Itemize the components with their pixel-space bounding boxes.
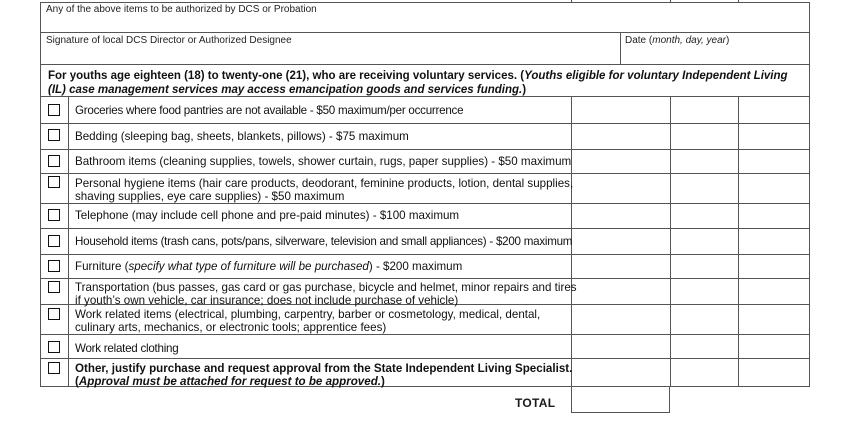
total-amount-field[interactable] [571, 386, 670, 413]
item-work-clothing: Work related clothing [75, 342, 179, 355]
checkbox-work-clothing[interactable] [48, 341, 60, 353]
checkbox-transportation[interactable] [48, 281, 60, 293]
item-groceries: Groceries where food pantries are not available - $50 maximum/per occurrence [75, 104, 464, 117]
checkbox-work-items[interactable] [48, 308, 60, 320]
item-bathroom: Bathroom items (cleaning supplies, towels, shower curtain, rugs, paper supplies) - $50 maximum [75, 155, 572, 168]
authorization-note: Any of the above items to be authorized by DCS or Probation [46, 4, 317, 15]
item-telephone: Telephone (may include cell phone and pre-paid minutes) - $100 maximum [75, 209, 460, 222]
item-bedding: Bedding (sleeping bag, sheets, blankets, pillows) - $75 maximum [75, 130, 409, 143]
checkbox-groceries[interactable] [48, 104, 60, 116]
item-other: Other, justify purchase and request approval from the State Independent Living Specialist. (Approval must be attached for request to be approved.) [75, 362, 573, 388]
section-header: For youths age eighteen (18) to twenty-one (21), who are receiving voluntary services. (Youths eligible for voluntary Independent Living (IL) case management services may access emancipation goods and services funding.) [48, 70, 788, 96]
item-household: Household items (trash cans, pots/pans, silverware, television and small appliances) - $200 maximum [75, 235, 573, 248]
checkbox-household[interactable] [48, 235, 60, 247]
checkbox-other[interactable] [48, 362, 60, 374]
date-format: month, day, year [652, 35, 726, 46]
checkbox-personal-hygiene[interactable] [48, 176, 60, 188]
item-furniture: Furniture (specify what type of furniture will be purchased) - $200 maximum [75, 260, 463, 273]
checkbox-bedding[interactable] [48, 129, 60, 141]
item-work-items: Work related items (electrical, plumbing, carpentry, barber or cosmetology, medical, dental, culinary arts, mechanics, or electronic tools; apprentice fees) [75, 308, 541, 334]
checkbox-bathroom[interactable] [48, 155, 60, 167]
signature-label: Signature of local DCS Director or Authorized Designee [46, 35, 292, 46]
total-label: TOTAL [515, 396, 556, 410]
item-personal-hygiene: Personal hygiene items (hair care products, deodorant, feminine products, lotion, dental supplies, shaving supplies, eye care supplies) - $50 maximum [75, 177, 574, 203]
date-label: Date (month, day, year) [625, 35, 730, 46]
item-transportation: Transportation (bus passes, gas card or gas purchase, bicycle and helmet, minor repairs and tires if youth’s own vehicle, car insurance; does not include purchase of vehicle) [75, 281, 577, 307]
checkbox-furniture[interactable] [48, 260, 60, 272]
checkbox-telephone[interactable] [48, 209, 60, 221]
